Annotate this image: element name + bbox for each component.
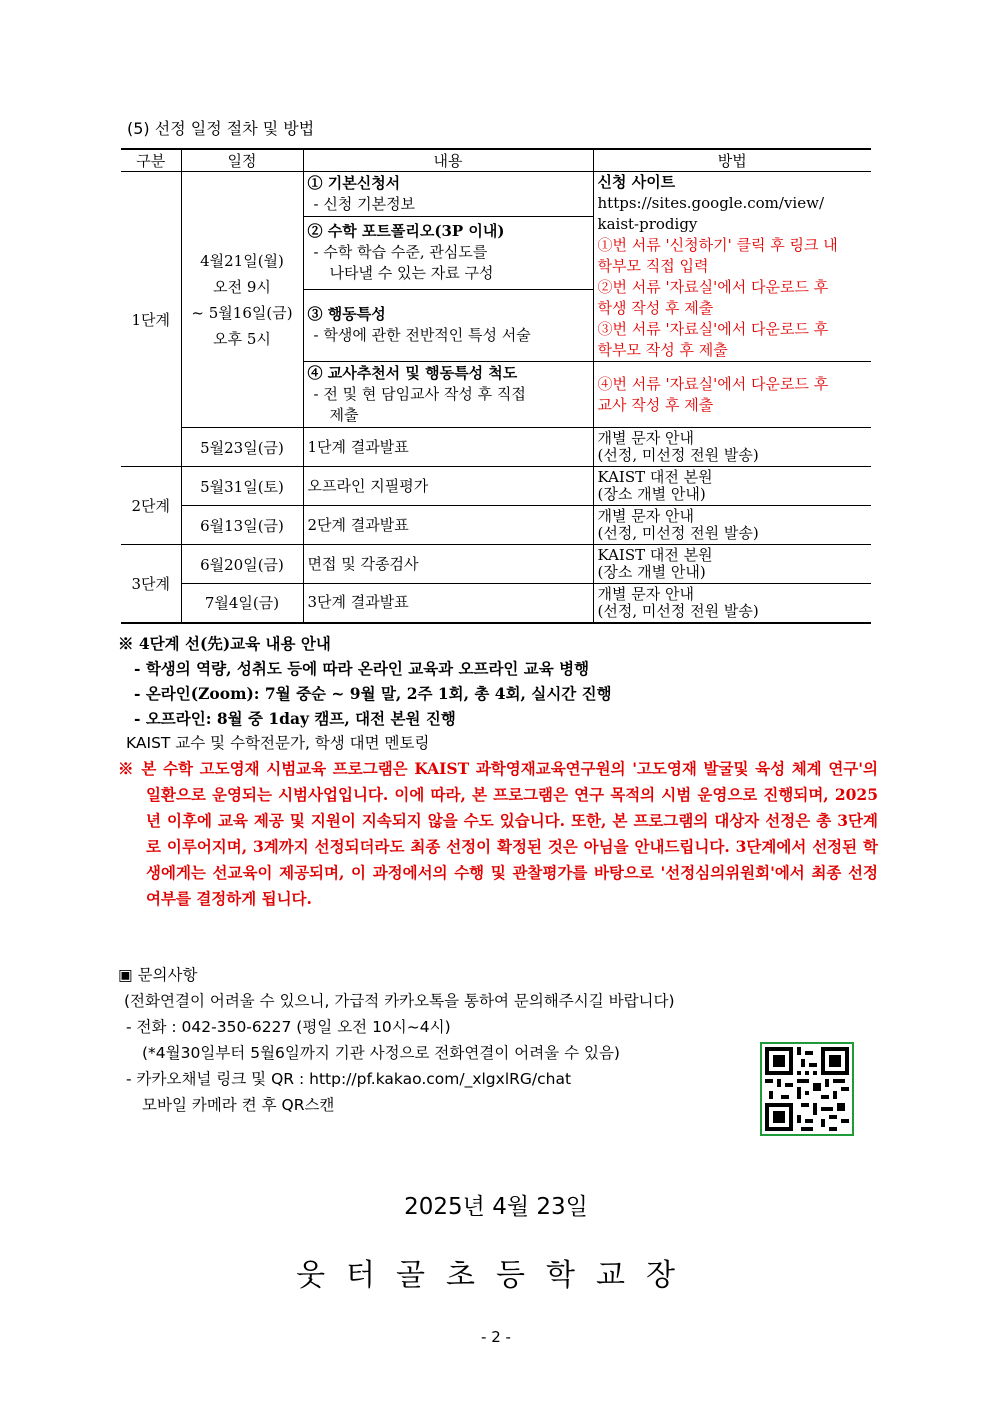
page-number: - 2 - [481,1328,511,1346]
document-date: 2025년 4월 23일 [404,1194,588,1220]
stage2-date-1: 5월31일(토) [181,467,303,506]
red-notice: ※ 본 수학 고도영재 시범교육 프로그램은 KAIST 과학영재교육연구원의 '고도영재 발굴및 육성 체계 연구'의 일환으로 운영되는 시범사업입니다. 이에 따라, 본 프로그램은 연구 목적의 시범 운영으로 진행되며, 2025년 이후에 교육 제공 및 지원이 지속되지 않을 수도 있습니다. 또한, 본 프로그램의 대상자 선정은 총 3단계로 이루어지며, 3계까지 선정되더라도 최종 선정이 확정된 것은 아님을 안내드립니다. 3단계에서 선정된 학생에게는 선교육이 제공되며, 이 과정에서의 수행 및 관찰평가를 바탕으로 '선정심의위원회'에서 최종 선정 여부를 결정하게 됩니다. [118,759,878,908]
stage3-content-1: 면접 및 각종검사 [303,545,593,584]
inquiry-phone-note: (*4월30일부터 5월6일까지 기관 사정으로 전화연결이 어려울 수 있음) [142,1044,620,1062]
stage3-content-2: 3단계 결과발표 [303,584,593,623]
header-method: 방법 [593,149,871,172]
table-row [121,506,871,545]
qr-code-icon[interactable] [760,1042,854,1136]
table-row [121,428,871,467]
stage2-content-2: 2단계 결과발표 [303,506,593,545]
stage4-title: ※ 4단계 선(先)교육 내용 안내 [118,634,331,653]
stage4-item: - 학생의 역량, 성취도 등에 따라 온라인 교육과 오프라인 교육 병행 [134,659,590,678]
notes-section [118,631,878,912]
stage3-date-2: 7월4일(금) [181,584,303,623]
inquiry-intro: (전화연결이 어려울 수 있으니, 가급적 카카오톡을 통하여 문의해주시길 바랍니다) [124,992,675,1010]
stage2-label: 2단계 [121,467,181,545]
stage1-date: 4월21일(월) 오전 9시 ~ 5월16일(금) 오후 5시 [181,172,303,428]
table-row [121,467,871,506]
stage1-label: 1단계 [121,172,181,467]
stage1-result-content: 1단계 결과발표 [303,428,593,467]
inquiry-phone: - 전화 : 042-350-6227 (평일 오전 10시~4시) [126,1018,451,1036]
stage1-item-4: ④ 교사추천서 및 행동특성 척도 - 전 및 현 담임교사 작성 후 직접 제출 [303,362,593,428]
table-header-row [121,149,871,172]
table-row [121,584,871,623]
table-row [121,545,871,584]
stage3-method-2: 개별 문자 안내 (선정, 미선정 전원 발송) [593,584,871,623]
stage1-result-method: 개별 문자 안내 (선정, 미선정 전원 발송) [593,428,871,467]
stage2-content-1: 오프라인 지필평가 [303,467,593,506]
mentoring-note: KAIST 교수 및 수학전문가, 학생 대면 멘토링 [126,734,430,752]
header-category: 구분 [121,149,181,172]
stage2-date-2: 6월13일(금) [181,506,303,545]
schedule-table [121,148,871,624]
header-content: 내용 [303,149,593,172]
stage3-method-1: KAIST 대전 본원 (장소 개별 안내) [593,545,871,584]
section-title: (5) 선정 일정 절차 및 방법 [127,119,315,138]
school-principal: 웃터골초등학교장 [296,1258,696,1293]
stage1-item-1: ① 기본신청서 - 신청 기본정보 [303,172,593,217]
stage1-item-3: ③ 행동특성 - 학생에 관한 전반적인 특성 서술 [303,289,593,361]
stage1-item-2: ② 수학 포트폴리오(3P 이내) - 수학 학습 수준, 관심도를 나타낼 수 있는 자료 구성 [303,217,593,289]
inquiry-kakao-note: 모바일 카메라 켠 후 QR스캔 [142,1096,335,1114]
stage2-method-1: KAIST 대전 본원 (장소 개별 안내) [593,467,871,506]
stage3-label: 3단계 [121,545,181,623]
inquiry-title: ▣ 문의사항 [118,966,198,984]
table-row [121,172,871,217]
stage3-date-1: 6월20일(금) [181,545,303,584]
stage4-item: - 온라인(Zoom): 7월 중순 ~ 9월 말, 2주 1회, 총 4회, 실시간 진행 [134,684,612,703]
header-schedule: 일정 [181,149,303,172]
stage4-item: - 오프라인: 8월 중 1day 캠프, 대전 본원 진행 [134,709,456,728]
stage1-method-4: ④번 서류 '자료실'에서 다운로드 후 교사 작성 후 제출 [593,362,871,428]
stage1-method: 신청 사이트 https://sites.google.com/view/ kaist-prodigy ①번 서류 '신청하기' 클릭 후 링크 내 학부모 직접 입력 ②번 서류 '자료실'에서 다운로드 후 학생 작성 후 제출 ③번 서류 '자료실'에서 다운로드 후 학부모 작성 후 제출 [593,172,871,362]
stage1-result-date: 5월23일(금) [181,428,303,467]
inquiry-kakao: - 카카오채널 링크 및 QR : http://pf.kakao.com/_xlgxlRG/chat [126,1070,572,1088]
stage2-method-2: 개별 문자 안내 (선정, 미선정 전원 발송) [593,506,871,545]
